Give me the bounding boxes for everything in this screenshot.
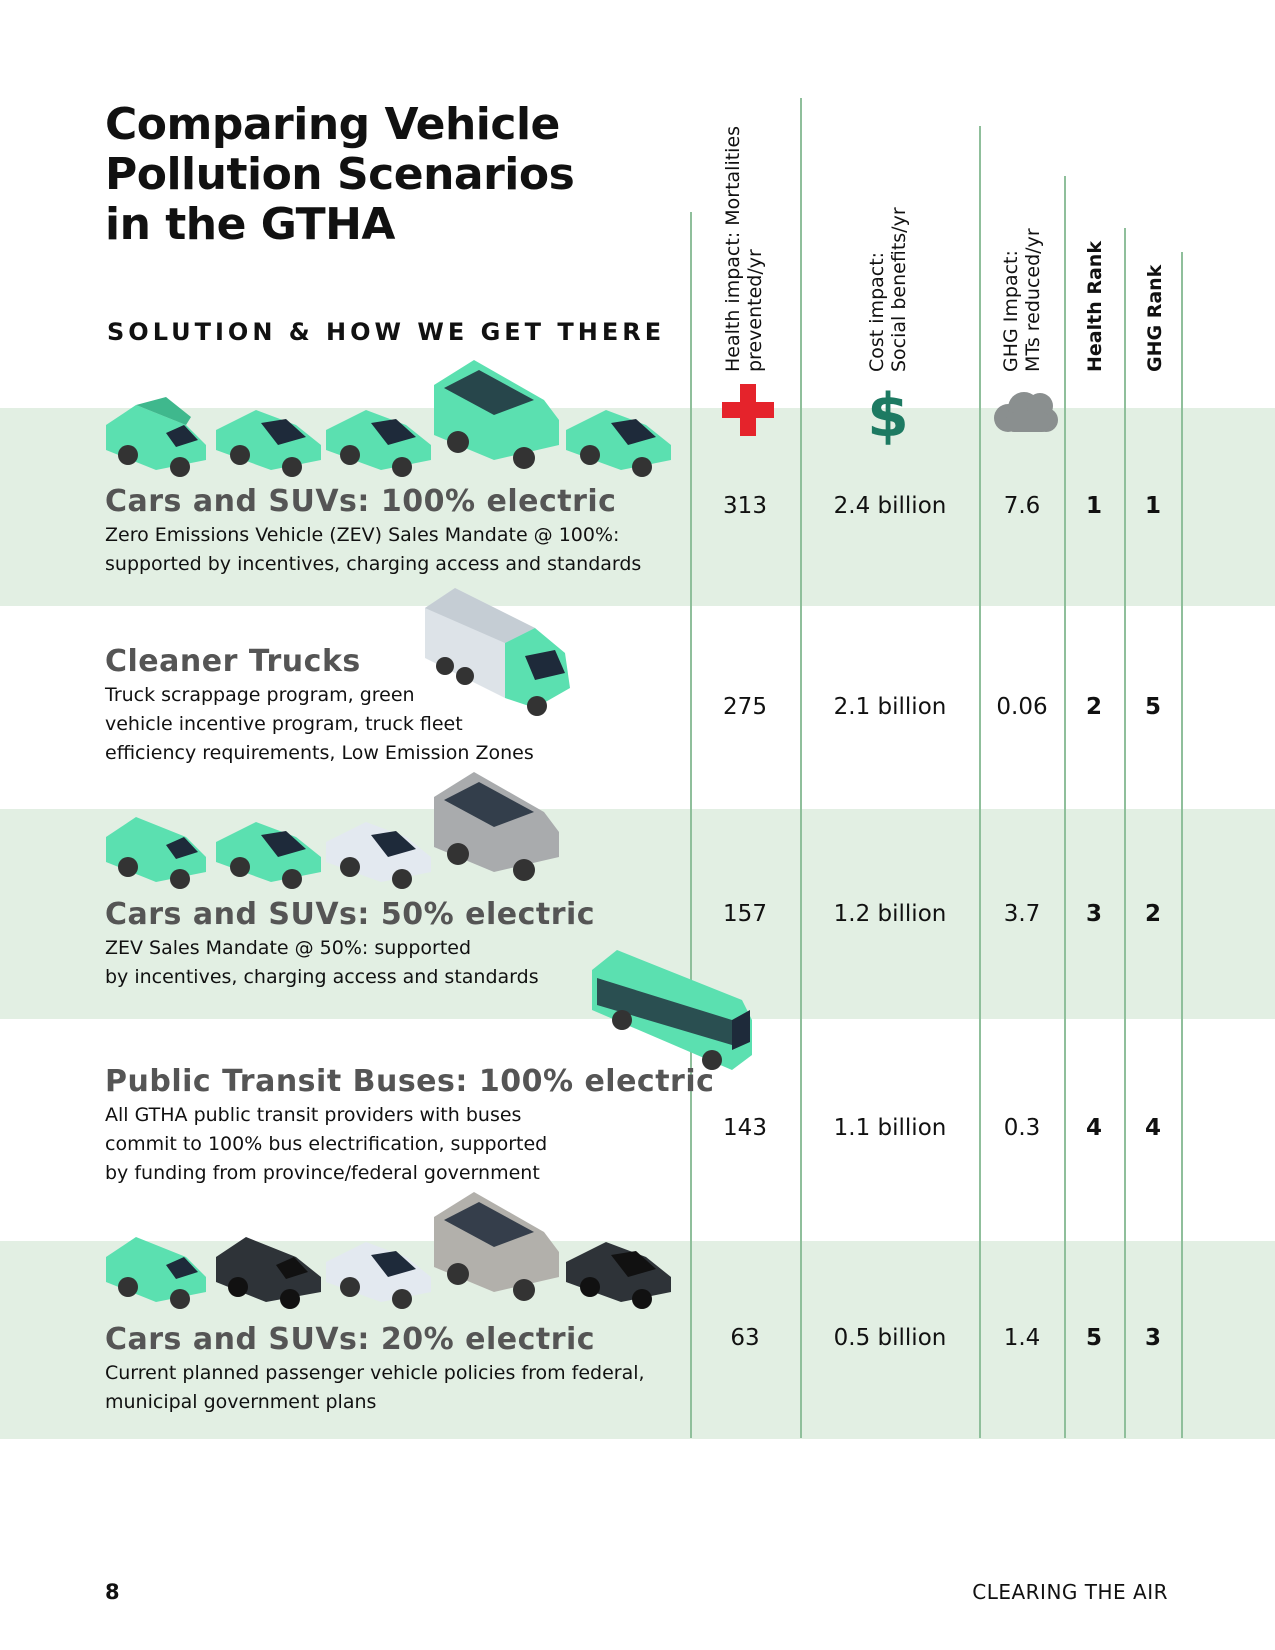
page-title: Comparing Vehicle Pollution Scenarios in the GTHA (105, 99, 575, 250)
bus-illustration (592, 950, 762, 1080)
scenario-title: Cars and SUVs: 20% electric (105, 1322, 596, 1357)
scenario-row-3 (105, 897, 595, 992)
vehicles-row-1 (104, 360, 684, 470)
ev-suv-icon (106, 817, 206, 889)
ghg-rank-value: 1 (1144, 493, 1162, 519)
gas-sedan-icon (326, 822, 431, 889)
health-rank-value: 2 (1085, 694, 1103, 720)
ev-sedan-icon (216, 822, 321, 889)
scenario-description: Current planned passenger vehicle policies from federal, municipal government plans (105, 1362, 645, 1413)
health-value: 313 (723, 493, 767, 519)
vehicles-row-5 (104, 1192, 684, 1302)
ev-sedan-icon (566, 410, 671, 477)
scenario-title: Cars and SUVs: 100% electric (105, 484, 617, 519)
svg-text:$: $ (867, 381, 909, 451)
scenario-title: Cleaner Trucks (105, 644, 361, 679)
health-rank-value: 1 (1085, 493, 1103, 519)
ghg-rank-value: 4 (1144, 1115, 1162, 1141)
scenario-description: ZEV Sales Mandate @ 50%: supported by incentives, charging access and standards (105, 937, 539, 988)
gas-sedan-icon (326, 1242, 431, 1309)
scenario-description: Truck scrappage program, green vehicle incentive program, truck fleet efficiency requirements, Low Emission Zones (105, 684, 534, 764)
ev-suv-icon (106, 1237, 206, 1309)
dollar-icon (867, 381, 909, 451)
ev-suv-icon (106, 397, 206, 477)
scenario-row-1 (105, 484, 641, 579)
col-header-health: Health impact: Mortalities prevented/yr (722, 125, 766, 372)
scenario-row-2 (105, 644, 534, 768)
col-header-ghg-rank: GHG Rank (1144, 264, 1166, 372)
cost-value: 2.1 billion (833, 694, 947, 720)
health-value: 157 (723, 901, 767, 927)
ev-sedan-icon (216, 410, 321, 477)
scenario-row-4 (105, 1064, 714, 1188)
scenario-description: Zero Emissions Vehicle (ZEV) Sales Mandate @ 100%: supported by incentives, charging access and standards (105, 524, 642, 575)
scenario-row-5 (105, 1322, 645, 1417)
health-rank-value: 4 (1085, 1115, 1103, 1141)
health-cross-icon (722, 384, 774, 436)
ghg-value: 1.4 (1003, 1325, 1041, 1351)
cost-value: 1.1 billion (833, 1115, 947, 1141)
health-rank-value: 3 (1085, 901, 1103, 927)
divider-ghg (979, 126, 981, 1438)
section-subtitle: SOLUTION & HOW WE GET THERE (107, 318, 666, 346)
col-header-ghg: GHG Impact: MTs reduced/yr (1000, 228, 1044, 372)
health-rank-value: 5 (1085, 1325, 1103, 1351)
divider-end (1181, 252, 1183, 1438)
col-header-cost: Cost impact: Social benefits/yr (866, 207, 910, 372)
gas-van-icon (434, 1192, 559, 1301)
col-header-health-rank: Health Rank (1084, 241, 1106, 372)
ghg-value: 7.6 (1003, 493, 1041, 519)
gas-suv-icon (216, 1237, 321, 1309)
divider-cost (800, 98, 802, 1438)
scenario-description: All GTHA public transit providers with buses commit to 100% bus electrification, supported by funding from province/federal government (105, 1104, 548, 1184)
ghg-value: 0.3 (1003, 1115, 1041, 1141)
divider-health (690, 212, 692, 1438)
gas-sedan-icon (566, 1242, 671, 1309)
publication-title: CLEARING THE AIR (972, 1580, 1168, 1604)
ghg-value: 3.7 (1003, 901, 1041, 927)
gas-van-icon (434, 772, 559, 881)
health-value: 275 (723, 694, 767, 720)
ghg-value: 0.06 (996, 694, 1048, 720)
health-value: 143 (723, 1115, 767, 1141)
cost-value: 0.5 billion (833, 1325, 947, 1351)
page-number: 8 (105, 1580, 120, 1604)
ev-van-icon (434, 360, 559, 469)
ghg-rank-value: 3 (1144, 1325, 1162, 1351)
cloud-icon (992, 388, 1058, 436)
scenario-title: Public Transit Buses: 100% electric (105, 1064, 715, 1099)
ev-sedan-icon (326, 410, 431, 477)
cost-value: 2.4 billion (833, 493, 947, 519)
ghg-rank-value: 2 (1144, 901, 1162, 927)
divider-ghg-rank (1124, 228, 1126, 1438)
scenario-title: Cars and SUVs: 50% electric (105, 897, 596, 932)
cost-value: 1.2 billion (833, 901, 947, 927)
health-value: 63 (730, 1325, 760, 1351)
divider-health-rank (1064, 176, 1066, 1438)
vehicles-row-3 (104, 772, 564, 882)
ghg-rank-value: 5 (1144, 694, 1162, 720)
